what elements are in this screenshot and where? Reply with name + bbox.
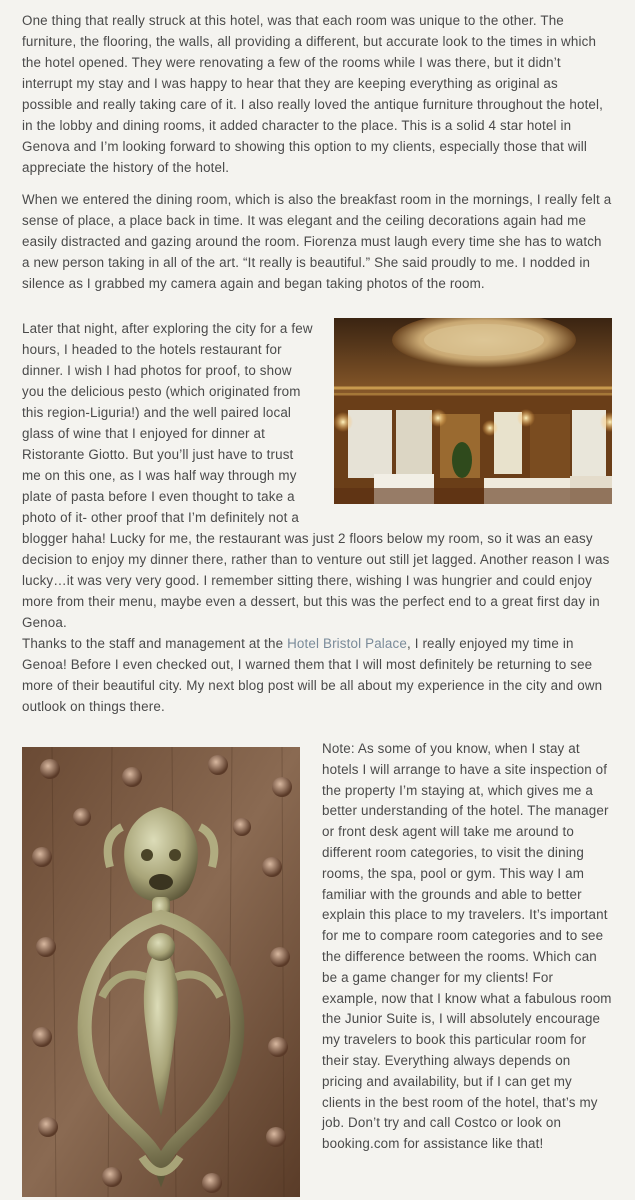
article-body xyxy=(22,10,612,1197)
hotel-bristol-palace-link[interactable]: Hotel Bristol Palace xyxy=(287,636,407,651)
section-spacer xyxy=(22,717,612,739)
paragraph-site-inspection-note: Note: As some of you know, when I stay at hotels I will arrange to have a site inspection of the property I’m staying at, which gives me a better understanding of the hotel. The manager or front desk agent will take me around to different room categories, to visit the dining rooms, the spa, pool or gym. This way I am familiar with the grounds and able to better explain this place to my travelers. It’s important for me to compare room categories and to see the difference between the rooms. Which can be a game changer for my clients! For example, now that I know what a fabulous room the Junior Suite is, I will absolutely encourage my travelers to book this particular room for their stay. Everything always depends on pricing and availability, but if I can get my clients in the best room of the hotel, that’s my job. Don’t try and call Costco or look on booking.com for assistance like that! xyxy=(322,741,612,1152)
door-knocker-photo xyxy=(22,747,300,1197)
thanks-text-after: , I really enjoyed my time in Genoa! Before I even checked out, I warned them that I will most definitely be returning to see more of their beautiful city. My next blog post will be all about my experience in the city and own outlook on things there. xyxy=(22,636,603,714)
dining-room-photo xyxy=(334,318,612,504)
thanks-text-before: Thanks to the staff and management at the xyxy=(22,636,288,651)
paragraph-dining-room: When we entered the dining room, which is also the breakfast room in the mornings, I really felt a sense of place, a place back in time. It was elegant and the ceiling decorations again had me easily distracted and gazing around the room. Fiorenza must laugh every time she has to watch a new person taking in all of the art. “It really is beautiful.” She said proudly to me. I nodded in silence as I grabbed my camera again and began taking photos of the room. xyxy=(22,192,612,291)
paragraph-restaurant-dinner: Later that night, after exploring the city for a few hours, I headed to the hotels restaurant for dinner. I wish I had photos for proof, to show you the delicious pesto (which originated from this region-Liguria!) and the well paired local glass of wine that I enjoyed for dinner at Ristorante Giotto. But you’ll just have to trust me on this one, as I was half way through my plate of pasta before I even thought to take a photo of it- other proof that I’m definitely not a blogger haha! Lucky for me, the restaurant was just 2 floors below my room, so it was an easy decision to enjoy my dinner there, rather than to venture out still jet lagged. Another reason I was lucky…it was very very good. I remember sitting there, wishing I was hungrier and could enjoy more from their menu, maybe even a dessert, but this was the perfect end to a great first day in Genoa. xyxy=(22,321,610,630)
paragraph-room-uniqueness: One thing that really struck at this hotel, was that each room was unique to the other. The furniture, the flooring, the walls, all providing a different, but accurate look to the times in which the hotel opened. They were renovating a few of the rooms while I was there, but it didn’t interrupt my stay and I was happy to hear that they are keeping everything as original as possible and really taking care of it. I also really loved the antique furniture throughout the hotel, in the lobby and dining rooms, it added character to the place. This is a solid 4 star hotel in Genova and I’m looking forward to showing this option to my clients, especially those that will appreciate the history of the hotel. xyxy=(22,13,604,175)
paragraph-thanks xyxy=(22,633,612,717)
